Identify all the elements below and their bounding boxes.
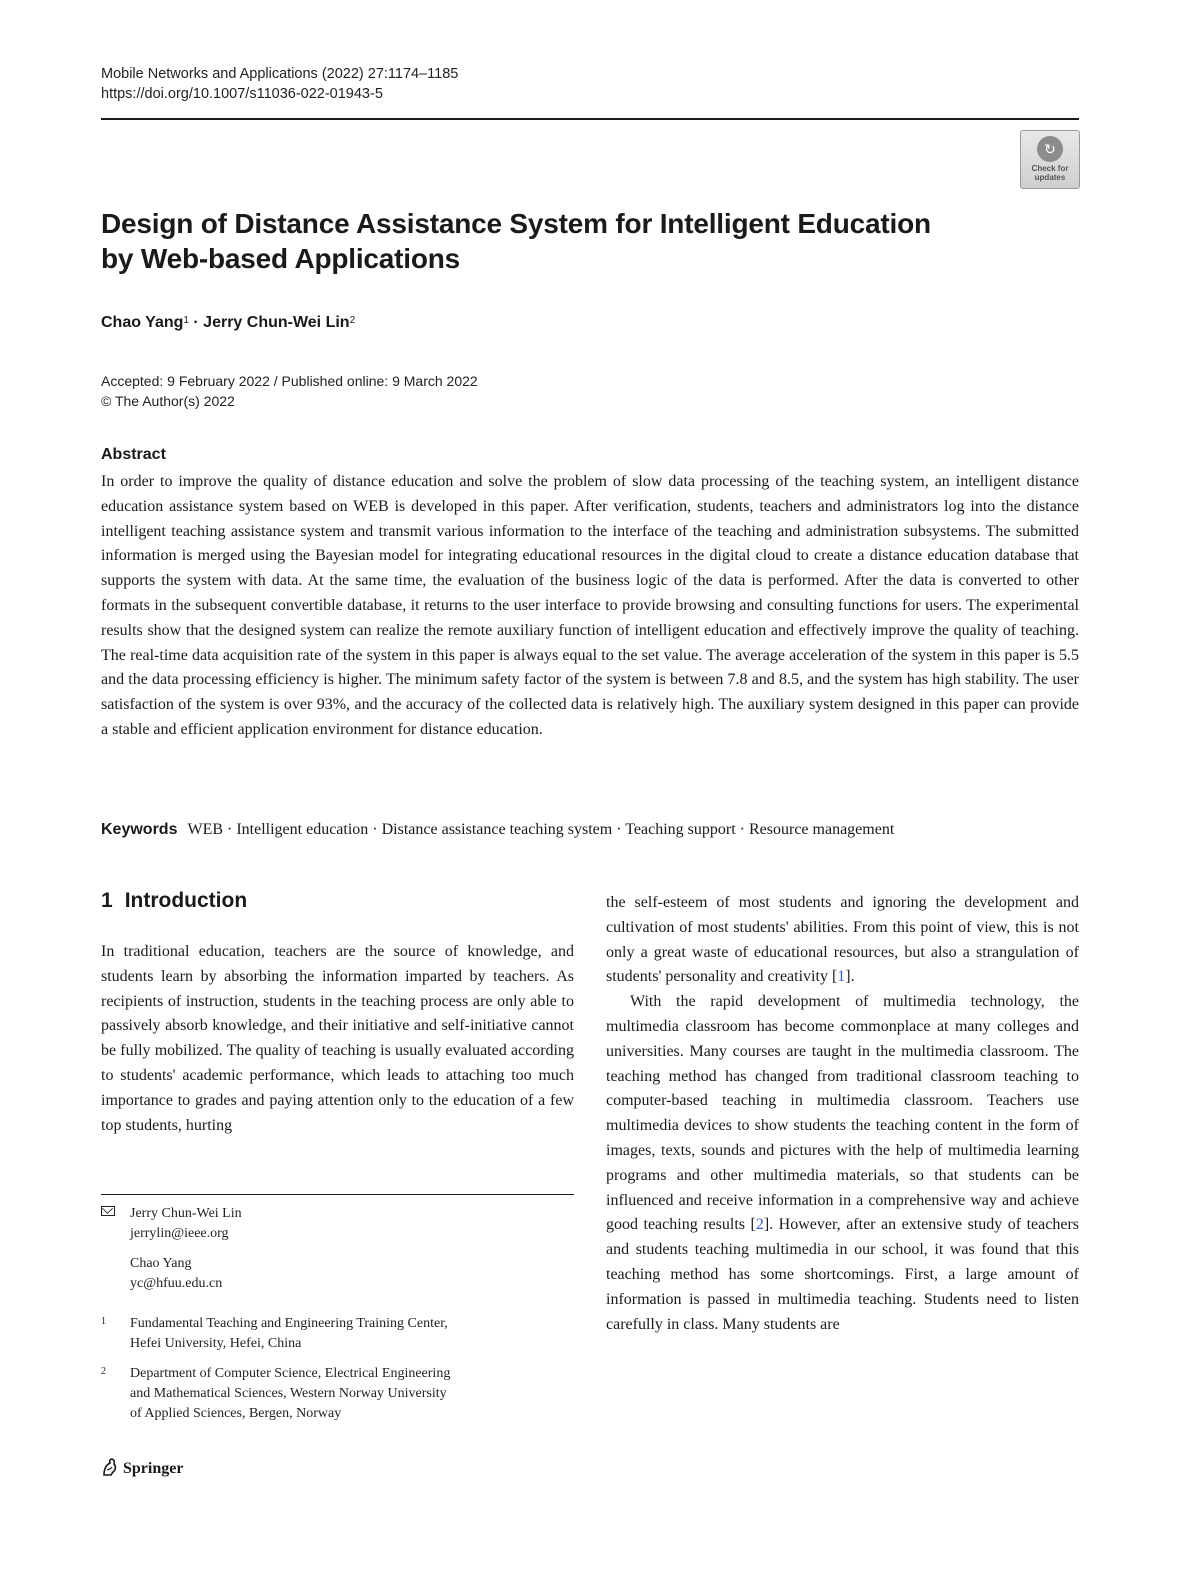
author-name[interactable]: Chao Yang bbox=[101, 314, 184, 331]
paragraph-text: ]. However, after an extensive study of teachers and students teaching multimedia in our school, it was found that this teaching method has some shortcomings. First, a large amount of information is passed in multimedia teaching. Students need to listen carefully in class. Many students are bbox=[606, 1216, 1080, 1333]
doi-link[interactable]: https://doi.org/10.1007/s11036-022-01943-5 bbox=[101, 86, 383, 102]
title-line-1: Design of Distance Assistance System for Intelligent Education bbox=[101, 208, 931, 239]
copyright-notice: © The Author(s) 2022 bbox=[101, 393, 235, 409]
abstract-heading: Abstract bbox=[101, 446, 166, 463]
check-updates-icon: ↻ bbox=[1037, 136, 1063, 162]
body-paragraph bbox=[606, 990, 1079, 1337]
badge-label: Check for updates bbox=[1031, 164, 1069, 182]
body-paragraph bbox=[606, 891, 1079, 990]
contact-name: Chao Yang bbox=[130, 1256, 192, 1271]
affiliation-number: 1 bbox=[101, 1316, 106, 1327]
footnote-rule bbox=[101, 1194, 574, 1195]
left-column bbox=[101, 940, 574, 1138]
affiliation-marker: 2 bbox=[349, 315, 356, 326]
body-paragraph: In traditional education, teachers are the source of knowledge, and students learn by absorbing the information imparted by teachers. As recipients of instruction, students in the teaching process are only able to passively absorb knowledge, and their initiative and self-initiative cannot be fully mobilized. The quality of teaching is usually evaluated according to students' academic performance, which leads to attaching too much importance to grades and paying attention only to the education of a few top students, hurting bbox=[101, 943, 574, 1134]
affiliation-line: Fundamental Teaching and Engineering Training Center, bbox=[130, 1316, 448, 1331]
author-separator: · bbox=[188, 314, 204, 331]
affiliation-line: Hefei University, Hefei, China bbox=[130, 1336, 302, 1351]
journal-header bbox=[101, 64, 458, 104]
abstract-text: In order to improve the quality of distance education and solve the problem of slow data processing of the teaching system, an intelligent distance education assistance system based on WEB is developed in this paper. After verification, students, teachers and administrators log into the distance intelligent teaching assistance system and transmit various information to the interface of the teaching and administration subsystems. The submitted information is merged using the Bayesian model for integrating educational resources in the digital cloud to create a distance education database that supports the system with data. At the same time, the evaluation of the business logic of the data is performed. After the data is converted to other formats in the subsequent convertible database, it returns to the user interface to provide browsing and consulting functions for users. The experimental results show that the designed system can realize the remote auxiliary function of intelligent education and effectively improve the quality of teaching. The real-time data acquisition rate of the system in this paper is always equal to the set value. The average acceleration of the system in this paper is 5.5 and the data processing efficiency is higher. The minimum safety factor of the system is between 7.8 and 8.5, and the system has high stability. The user satisfaction of the system is over 93%, and the accuracy of the collected data is relatively high. The auxiliary system designed in this paper can provide a stable and efficient application environment for distance education. bbox=[101, 473, 1079, 738]
check-for-updates-badge[interactable] bbox=[1020, 130, 1080, 189]
header-rule bbox=[101, 118, 1079, 120]
section-title: Introduction bbox=[124, 889, 248, 912]
springer-horse-icon bbox=[101, 1458, 117, 1476]
affiliation-line: and Mathematical Sciences, Western Norway University bbox=[130, 1386, 447, 1401]
publisher-logo bbox=[101, 1458, 183, 1478]
affiliation-marker: 1 bbox=[183, 315, 189, 326]
paragraph-text: With the rapid development of multimedia technology, the multimedia classroom has become commonplace at many colleges and universities. Many courses are taught in the multimedia classroom. The teaching method has changed from traditional classroom teaching to computer-based teaching in multimedia classroom. Teachers use multimedia devices to show students the teaching content in the form of images, texts, sounds and pictures with the help of multimedia learning programs and other multimedia materials, so that students can be influenced and receive information in a comprehensive way and achieve good teaching results [ bbox=[606, 993, 1079, 1234]
affiliation-line: of Applied Sciences, Bergen, Norway bbox=[130, 1406, 342, 1421]
paragraph-text: the self-esteem of most students and ignoring the development and cultivation of most students' abilities. From this point of view, this is not only a great waste of educational resources, but also a strangulation of students' personality and creativity [ bbox=[606, 894, 1079, 986]
right-column bbox=[606, 891, 1079, 1337]
envelope-icon bbox=[101, 1206, 115, 1216]
author-list bbox=[101, 312, 355, 334]
section-heading bbox=[101, 889, 247, 913]
citation-link[interactable]: 1 bbox=[837, 968, 846, 986]
keywords-heading: Keywords bbox=[101, 821, 178, 838]
author-name[interactable]: Jerry Chun-Wei Lin bbox=[203, 314, 350, 331]
affiliation-line: Department of Computer Science, Electrical Engineering bbox=[130, 1366, 451, 1381]
publisher-name: Springer bbox=[123, 1460, 184, 1477]
affiliation-number: 2 bbox=[101, 1366, 106, 1377]
title-line-2: by Web-based Applications bbox=[101, 243, 461, 274]
contact-email[interactable]: yc@hfuu.edu.cn bbox=[130, 1276, 223, 1291]
publication-dates bbox=[101, 371, 478, 411]
contact-email[interactable]: jerrylin@ieee.org bbox=[130, 1226, 229, 1241]
keywords-list: WEB · Intelligent education · Distance assistance teaching system · Teaching support · Resource management bbox=[187, 821, 895, 838]
keywords bbox=[101, 819, 1091, 841]
accepted-published-dates: Accepted: 9 February 2022 / Published online: 9 March 2022 bbox=[101, 373, 478, 389]
section-number: 1 bbox=[101, 889, 113, 912]
paragraph-text: ]. bbox=[845, 968, 855, 986]
paper-title bbox=[101, 206, 961, 276]
contact-name: Jerry Chun-Wei Lin bbox=[130, 1206, 242, 1221]
journal-citation: Mobile Networks and Applications (2022) 27:1174–1185 bbox=[101, 66, 459, 82]
citation-link[interactable]: 2 bbox=[755, 1216, 764, 1234]
